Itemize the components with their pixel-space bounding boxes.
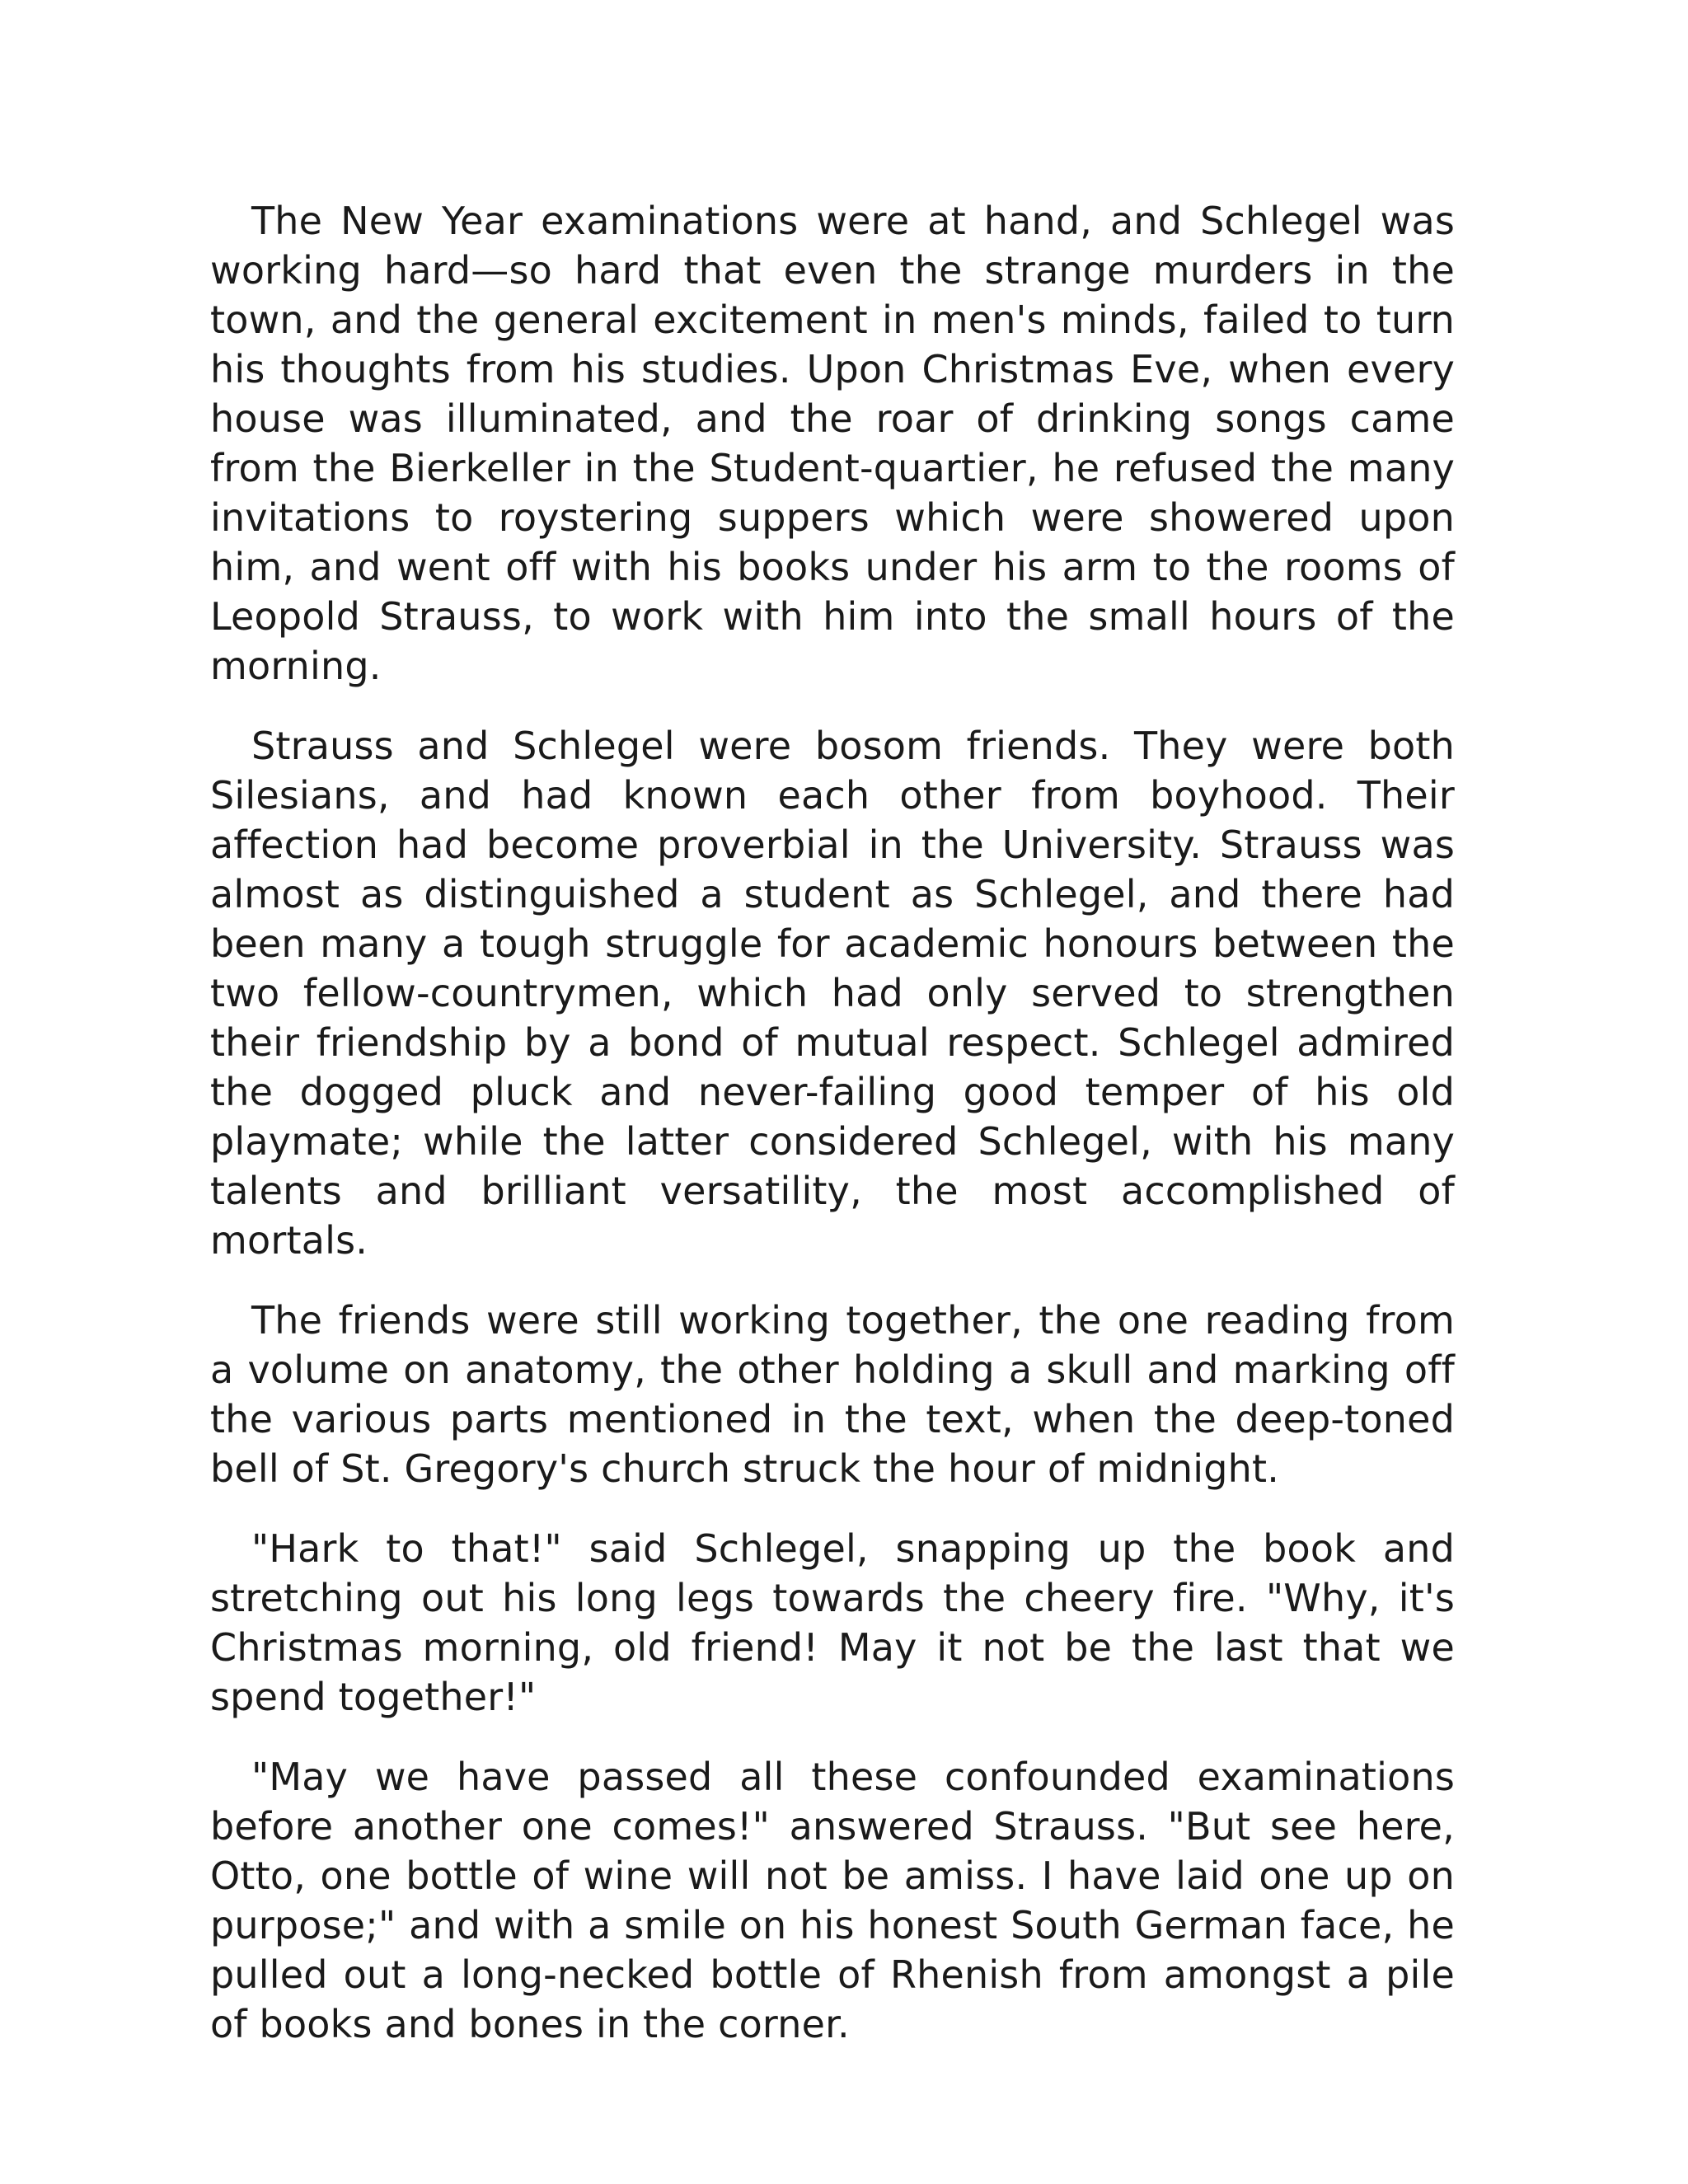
paragraph-1: The New Year examinations were at hand, and Schlegel was working hard—so hard that even the strange murders in the town, and the general excitement in men's minds, failed to turn his thoughts from his studies. Upon Christmas Eve, when every house was illuminated, and the roar of drinking songs came from the Bierkeller in the Student-quartier, he refused the many invitations to roystering suppers which were showered upon him, and went off with his books under his arm to the rooms of Leopold Strauss, to work with him into the small hours of the morning. [210, 199, 1455, 688]
paragraph-2: Strauss and Schlegel were bosom friends. They were both Silesians, and had known each other from boyhood. Their affection had become proverbial in the University. Strauss was almost as distinguished a student as Schlegel, and there had been many a tough struggle for academic honours between the two fellow-countrymen, which had only served to strengthen their friendship by a bond of mutual respect. Schlegel admired the dogged pluck and never-failing good temper of his old playmate; while the latter considered Schlegel, with his many talents and brilliant versatility, the most accomplished of mortals. [210, 724, 1455, 1263]
paragraph-5: "May we have passed all these confounded examinations before another one comes!" answered Strauss. "But see here, Otto, one bottle of wine will not be amiss. I have laid one up on purpose;" and with a smile on his honest South German face, he pulled out a long-necked bottle of Rhenish from amongst a pile of books and bones in the corner. [210, 1755, 1455, 2046]
document-page [210, 196, 1455, 2079]
paragraph-4: "Hark to that!" said Schlegel, snapping up the book and stretching out his long legs towards the cheery fire. "Why, it's Christmas morning, old friend! May it not be the last that we spend together!" [210, 1526, 1455, 1719]
paragraph-3: The friends were still working together, the one reading from a volume on anatomy, the other holding a skull and marking off the various parts mentioned in the text, when the deep-toned bell of St. Gregory's church struck the hour of midnight. [210, 1298, 1455, 1491]
